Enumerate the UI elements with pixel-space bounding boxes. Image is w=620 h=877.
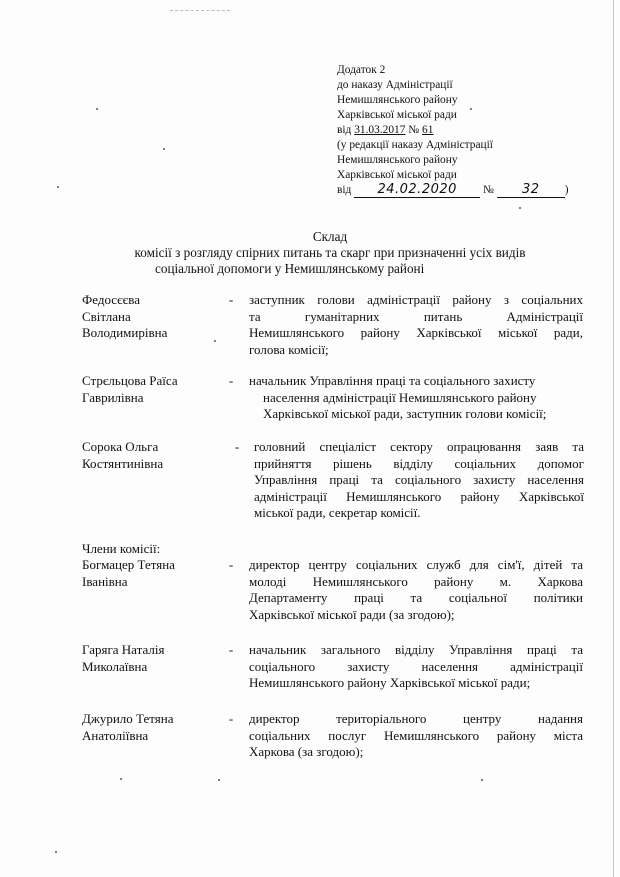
annex-council: Харківської міської ради xyxy=(337,109,457,121)
title-line-2: комісії з розгляду спірних питань та скарг при призначенні усіх видів xyxy=(134,245,526,260)
scan-speck xyxy=(481,779,483,781)
member-dash: - xyxy=(234,439,240,454)
member-role: заступник голови адміністрації району з соціальних та гуманітарних питань Адміністрації Немишлянського району Харківської міської ради, голова комісії; xyxy=(249,292,583,357)
member-role: начальник Управління праці та соціального захисту населення адміністрації Немишлянського району Харківської міської ради, заступник голови комісії; xyxy=(249,373,547,421)
annex-revision-date-line: від 24.02.2020 № 32 ) xyxy=(337,182,569,197)
annex-revision-council: Харківської міської ради xyxy=(337,169,457,181)
members-label: Члени комісії: xyxy=(82,541,161,556)
order-date: 31.03.2017 xyxy=(354,124,406,136)
member-name: Джурило Тетяна Анатоліївна xyxy=(82,711,174,743)
annex-number: Додаток 2 xyxy=(337,64,386,76)
member-dash: - xyxy=(228,557,234,572)
member-dash: - xyxy=(228,642,234,657)
member-role: директор центру соціальних служб для сім'ї, дітей та молоді Немишлянського району м. Харкова Департаменту праці та соціальної політики Харківської міської ради (за згодою); xyxy=(249,557,583,622)
scan-artifact xyxy=(170,10,230,13)
annex-revision: (у редакції наказу Адміністрації xyxy=(337,139,493,151)
annex-order-ref: до наказу Адміністрації xyxy=(337,79,453,91)
scan-speck xyxy=(57,186,59,188)
member-dash: - xyxy=(228,292,234,307)
order-number: 61 xyxy=(422,124,434,136)
member-name: Гаряга Наталія Миколаївна xyxy=(82,642,165,674)
annex-order-date-line: від 31.03.2017 № 61 xyxy=(337,124,434,136)
title-line-3: соціальної допомоги у Немишлянському районі xyxy=(155,261,425,276)
scan-speck xyxy=(163,148,165,150)
scan-speck xyxy=(218,779,220,781)
member-dash: - xyxy=(228,373,234,388)
member-name: Сорока Ольга Костянтинівна xyxy=(82,439,164,471)
member-dash: - xyxy=(228,711,234,726)
annex-district: Немишлянського району xyxy=(337,94,458,106)
handwritten-date: 24.02.2020 xyxy=(377,182,457,197)
scan-speck xyxy=(120,778,122,780)
document-title xyxy=(60,229,600,277)
member-name: Федосєєва Світлана Володимирівна xyxy=(82,292,168,340)
title-line-1: Склад xyxy=(312,229,348,244)
annex-revision-district: Немишлянського району xyxy=(337,154,458,166)
scan-speck xyxy=(519,207,521,209)
member-name: Богмацер Тетяна Іванівна xyxy=(82,557,175,589)
scan-speck xyxy=(55,851,57,853)
member-role: головний спеціаліст сектору опрацювання заяв та прийняття рішень відділу соціальних допомог Управління праці та соціального захисту населення адміністрації Немишлянського району Харківської міської ради, секретар комісії. xyxy=(254,439,584,520)
member-role: начальник загального відділу Управління праці та соціального захисту населення адміністрації Немишлянського району Харківської міської ради; xyxy=(249,642,583,690)
scan-edge xyxy=(613,0,614,877)
handwritten-number: 32 xyxy=(521,182,540,197)
member-name: Стрєльцова Раїса Гаврилівна xyxy=(82,373,178,405)
scan-speck xyxy=(96,108,98,110)
member-role: директор територіального центру надання соціальних послуг Немишлянського району міста Харкова (за згодою); xyxy=(249,711,583,759)
annex-header xyxy=(337,63,577,198)
